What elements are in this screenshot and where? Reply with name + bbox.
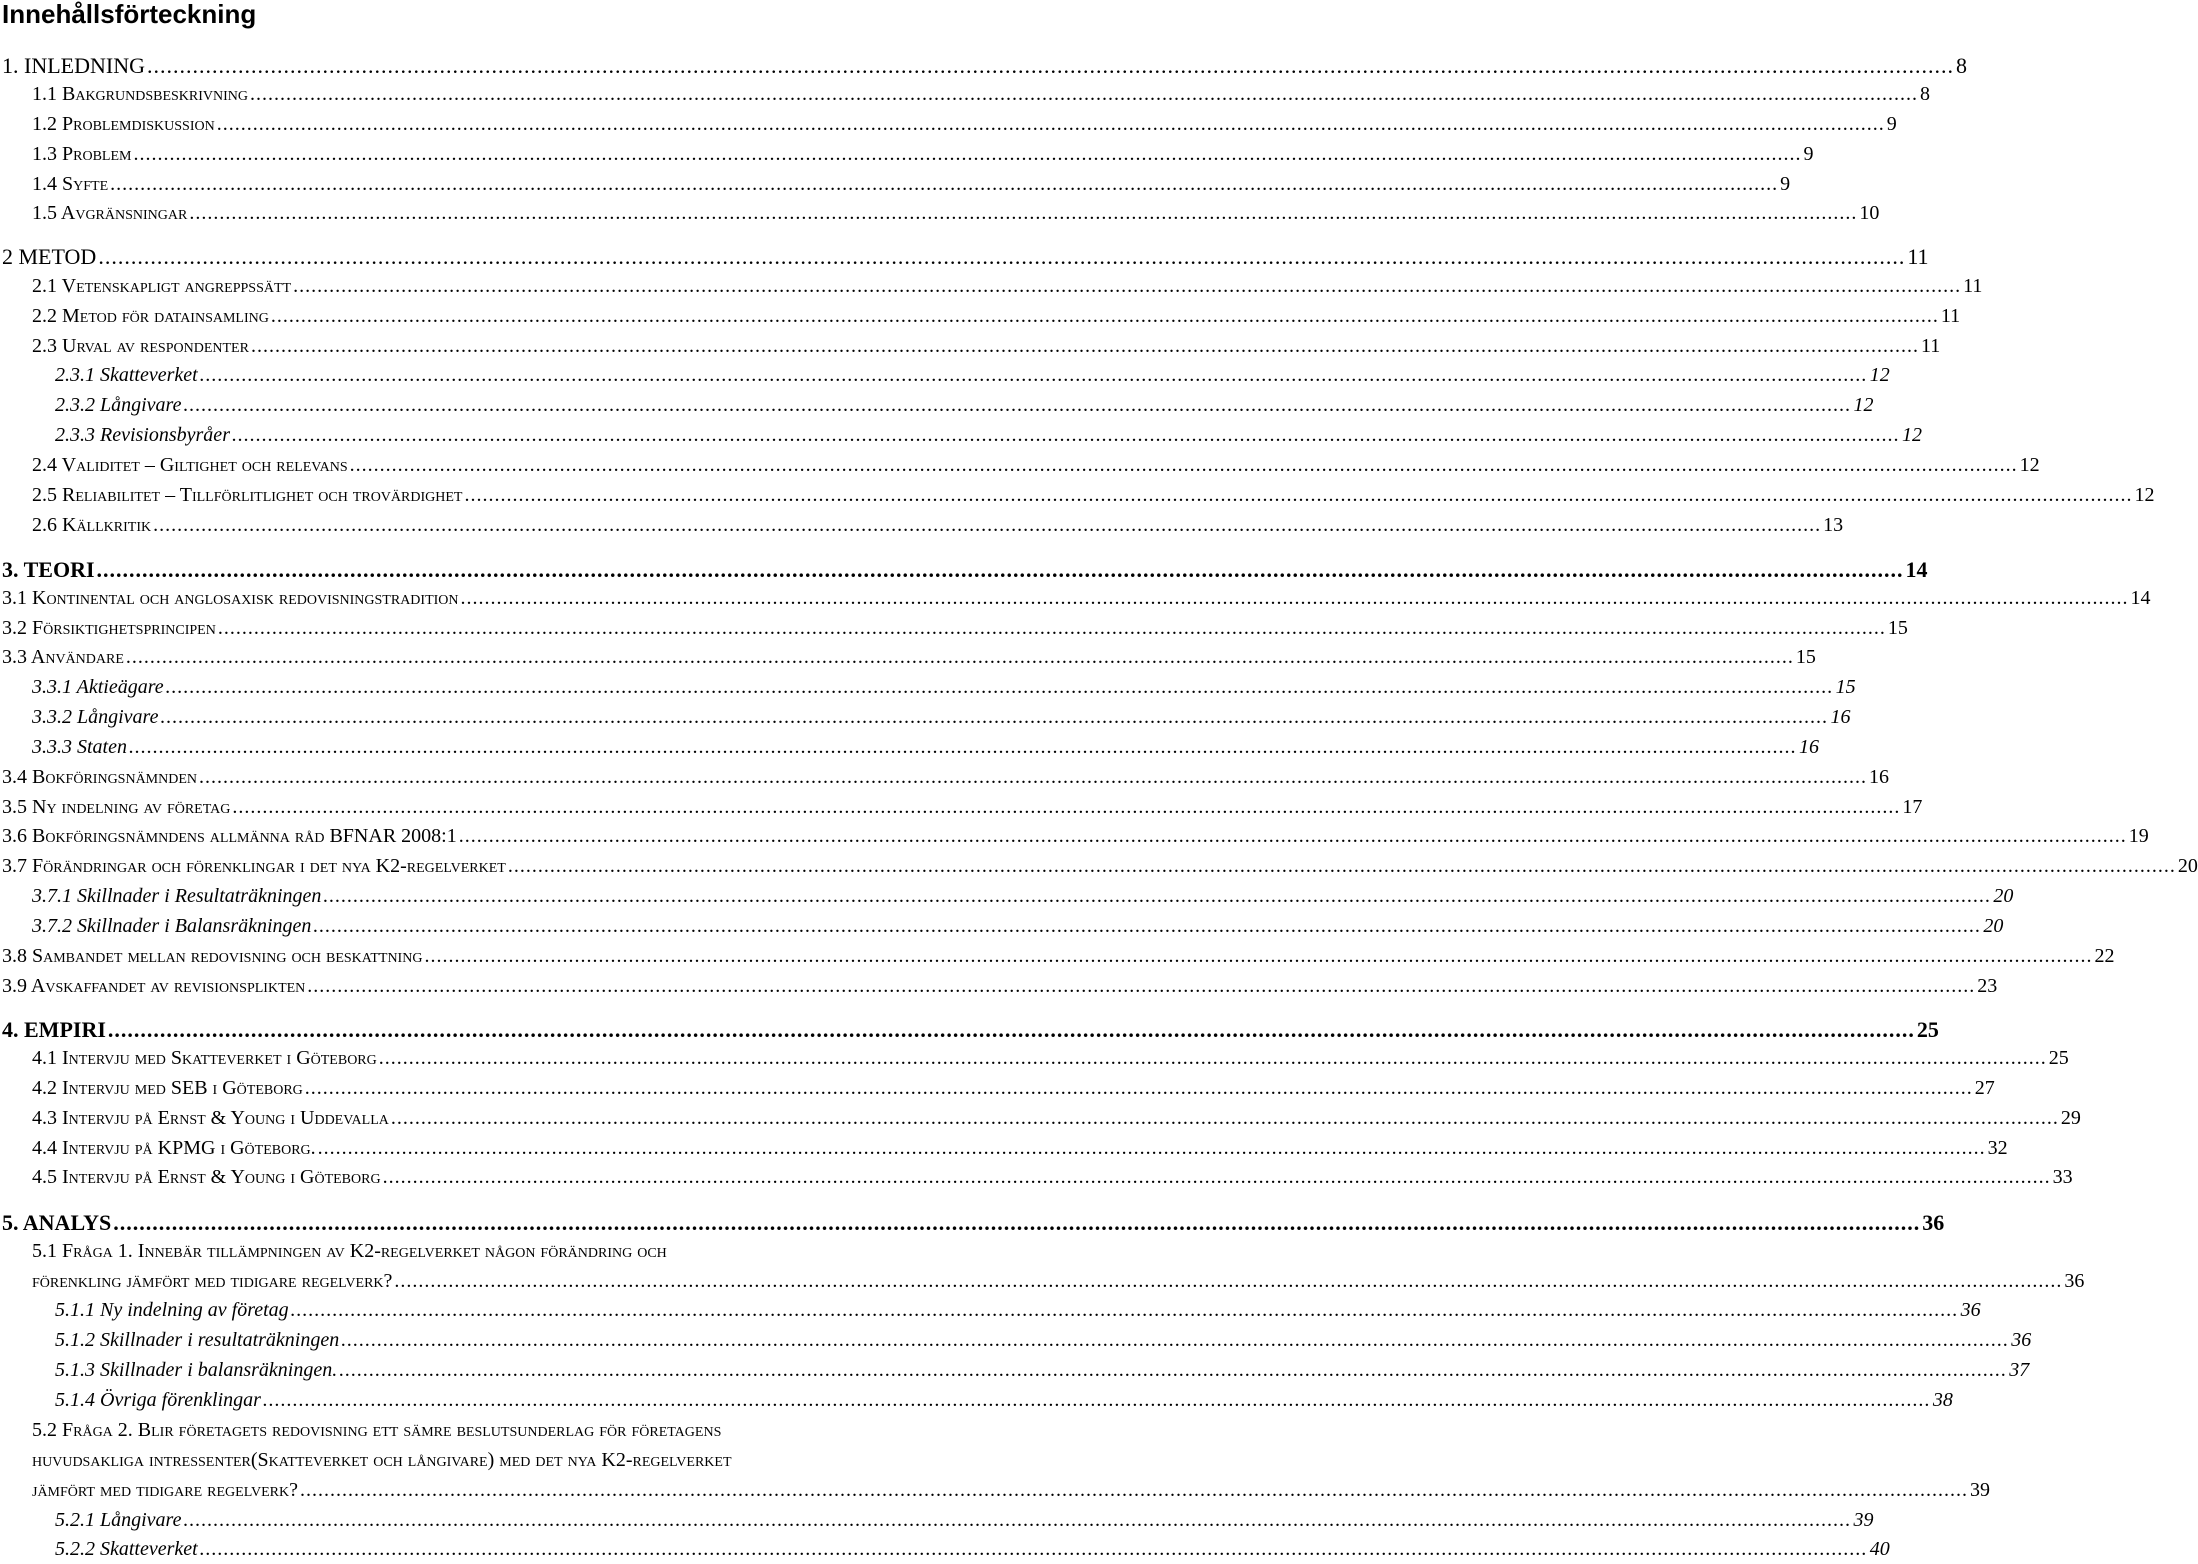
toc-entry[interactable] [0,1270,2085,1293]
toc-entry[interactable] [0,587,2151,610]
toc-entry-label: jämfört med tidigare regelverk? [32,1479,298,1501]
toc-entry-label: 4. EMPIRI [2,1017,106,1042]
dot-leader [216,617,1888,640]
toc-entry[interactable] [0,1107,2081,1130]
toc-entry-page: 40 [1869,1538,1890,1560]
toc-entry-page: 14 [2130,587,2151,609]
toc-entry-label: 2.2 Metod för datainsamling [32,305,269,327]
toc-entry-label: 3.8 Sambandet mellan redovisning och beskattning [2,945,423,967]
toc-entry-page: 25 [2048,1047,2069,1069]
toc-entry-page: 20 [1993,885,2014,907]
toc-entry-page: 14 [1905,557,1928,582]
toc-entry[interactable] [0,796,1923,819]
toc-entry[interactable] [0,945,2115,968]
dot-leader [348,454,2020,477]
dot-leader [131,143,1803,166]
toc-entry-label: 3.5 Ny indelning av företag [2,796,231,818]
toc-entry-label: 3. TEORI [2,557,95,582]
toc-entry-page: 8 [1955,53,1967,78]
toc-entry-page: 12 [2019,454,2040,476]
toc-entry[interactable] [0,676,1856,699]
toc-entry[interactable] [0,394,1874,417]
toc-entry[interactable] [0,364,1890,387]
toc-entry-label: 4.4 Intervju på KPMG i Göteborg. [32,1137,316,1159]
toc-title: Innehållsförteckning [2,0,257,29]
toc-entry-page: 16 [1869,766,1890,788]
dot-leader [289,1299,1961,1322]
toc-entry-page: 9 [1803,143,1814,165]
dot-leader [303,1077,1975,1100]
toc-entry-label: 3.1 Kontinental och anglosaxisk redovisningstradition [2,587,459,609]
dot-leader [298,1479,1970,1502]
dot-leader [305,975,1977,998]
toc-entry[interactable] [0,244,1929,270]
toc-entry[interactable] [0,454,2040,477]
toc-entry-page: 12 [2134,484,2155,506]
toc-entry-page: 15 [1887,617,1908,639]
dot-leader [198,364,1870,387]
toc-entry-label: 3.3.1 Aktieägare [32,676,164,698]
dot-leader [215,113,1887,136]
toc-entry-label: 3.3.3 Staten [32,736,127,758]
toc-entry-label: 5.1.1 Ny indelning av företag [55,1299,289,1321]
toc-entry-page: 11 [1963,275,1983,297]
dot-leader [108,173,1780,196]
toc-entry[interactable] [0,335,1941,358]
toc-entry-label: förenkling jämfört med tidigare regelverk? [32,1270,393,1292]
dot-leader [321,885,1993,908]
toc-entry[interactable] [0,1047,2069,1070]
toc-entry-label: 1.5 Avgränsningar [32,202,188,224]
toc-entry-page: 39 [1969,1479,1990,1501]
toc-entry-label: 2.1 Vetenskapligt angreppssätt [32,275,292,297]
toc-entry-page: 11 [1907,244,1929,269]
toc-entry[interactable] [0,53,1967,79]
toc-entry-page: 9 [1780,173,1791,195]
toc-entry[interactable] [0,514,1844,537]
toc-entry-page: 37 [2009,1359,2030,1381]
toc-entry[interactable] [0,855,2198,878]
toc-entry[interactable] [0,83,1931,106]
toc-entry-page: 17 [1902,796,1923,818]
toc-entry-page: 11 [1940,305,1961,327]
toc-entry[interactable] [0,1299,1981,1322]
dot-leader [95,557,1906,583]
toc-entry[interactable] [0,617,1908,640]
toc-entry[interactable] [0,1359,2030,1382]
toc-entry-label: 4.1 Intervju med Skatteverket i Göteborg [32,1047,377,1069]
toc-entry[interactable] [0,1538,1890,1561]
toc-entry[interactable] [0,143,1814,166]
toc-entry-label: 2.4 Validitet – Giltighet och relevans [32,454,348,476]
dot-leader [158,706,1830,729]
dot-leader [389,1107,2061,1130]
dot-leader [181,1509,1853,1532]
toc-entry-page: 36 [1960,1299,1981,1321]
toc-entry-page: 22 [2094,945,2115,967]
toc-entry[interactable] [0,766,1890,789]
toc-entry-label: 2.6 Källkritik [32,514,152,536]
toc-entry-page: 12 [1853,394,1874,416]
toc-entry[interactable] [0,275,1983,298]
dot-leader [422,945,2094,968]
toc-entry-page: 29 [2060,1107,2081,1129]
toc-entry[interactable] [0,885,2014,908]
dot-leader [181,394,1853,417]
toc-entry-label: 1. INLEDNING [2,53,145,78]
toc-entry-page: 16 [1830,706,1851,728]
toc-entry-label: 4.2 Intervju med SEB i Göteborg [32,1077,303,1099]
toc-entry[interactable] [0,1077,1995,1100]
toc-entry-label: 2.3 Urval av respondenter [32,335,249,357]
dot-leader [392,1270,2064,1293]
toc-entry-page: 16 [1799,736,1819,758]
toc-entry-label: 5. ANALYS [2,1210,112,1235]
toc-entry-label: 5.2.1 Långivare [55,1509,182,1531]
toc-entry[interactable] [0,646,1816,669]
toc-entry-page: 38 [1932,1389,1953,1411]
toc-entry-line[interactable]: huvudsakliga intressenter(Skatteverket och långivare) med det nya K2-regelverket [32,1449,732,1471]
toc-entry-page: 20 [1983,915,2004,937]
dot-leader [198,1538,1870,1561]
toc-entry[interactable] [0,1210,1945,1236]
dot-leader [151,514,1823,537]
toc-entry[interactable] [0,1137,2008,1160]
toc-entry-page: 15 [1795,646,1816,668]
toc-entry[interactable] [0,557,1928,583]
toc-entry-page: 39 [1853,1509,1874,1531]
toc-entry-page: 25 [1916,1017,1939,1042]
toc-entry[interactable] [0,736,1819,759]
toc-entry-page: 36 [2011,1329,2032,1351]
dot-leader [261,1389,1933,1412]
dot-leader [269,305,1941,328]
toc-entry[interactable] [0,202,1880,225]
toc-entry-label: 5.2.2 Skatteverket [55,1538,198,1560]
toc-entry-label: 1.4 Syfte [32,173,109,195]
dot-leader [248,83,1920,106]
toc-entry[interactable] [0,706,1851,729]
toc-entry-label: 3.6 Bokföringsnämndens allmänna råd BFNAR 2008:1 [2,825,457,847]
toc-entry-label: 3.3 Användare [2,646,124,668]
dot-leader [106,1017,1917,1043]
toc-entry-label: 2.3.2 Långivare [55,394,182,416]
toc-entry-label: 3.3.2 Långivare [32,706,159,728]
toc-entry[interactable] [0,825,2149,848]
toc-entry-label: 2.5 Reliabilitet – Tillförlitlighet och trovärdighet [32,484,463,506]
dot-leader [316,1137,1988,1160]
toc-entry-page: 12 [1901,424,1922,446]
toc-entry[interactable] [0,1329,2032,1352]
toc-entry-line[interactable]: 5.2 Fråga 2. Blir företagets redovisning ett sämre beslutsunderlag för företagens [32,1419,722,1441]
toc-entry-label: 3.9 Avskaffandet av revisionsplikten [2,975,306,997]
toc-entry-label: 3.4 Bokföringsnämnden [2,766,198,788]
toc-entry-label: 1.3 Problem [32,143,132,165]
dot-leader [197,766,1869,789]
toc-entry-page: 13 [1823,514,1844,536]
toc-entry[interactable] [0,305,1961,328]
toc-entry-label: 2.3.3 Revisionsbyråer [55,424,230,446]
dot-leader [164,676,1836,699]
toc-entry-page: 33 [2052,1166,2073,1188]
toc-entry-page: 15 [1835,676,1856,698]
toc-entry-label: 1.1 Bakgrundsbeskrivning [32,83,249,105]
toc-entry-label: 3.7 Förändringar och förenklingar i det nya K2-regelverket [2,855,506,877]
toc-entry-page: 36 [2064,1270,2085,1292]
toc-entry-page: 23 [1977,975,1998,997]
dot-leader [377,1047,2049,1070]
toc-entry-label: 1.2 Problemdiskussion [32,113,215,135]
dot-leader [459,587,2131,610]
toc-entry[interactable] [0,1389,1953,1412]
dot-leader [111,1210,1922,1236]
toc-entry-label: 5.1.3 Skillnader i balansräkningen. [55,1359,338,1381]
toc-entry-page: 10 [1859,202,1880,224]
toc-entry[interactable] [0,1166,2073,1189]
dot-leader [230,796,1902,819]
toc-entry[interactable] [0,173,1791,196]
dot-leader [96,244,1907,270]
toc-entry[interactable] [0,915,2004,938]
dot-leader [127,736,1799,759]
toc-entry[interactable] [0,113,1897,136]
toc-entry-label: 3.7.2 Skillnader i Balansräkningen [32,915,312,937]
toc-entry[interactable] [0,1479,1990,1502]
toc-entry[interactable] [0,484,2155,507]
toc-entry-page: 8 [1920,83,1931,105]
dot-leader [291,275,1963,298]
dot-leader [462,484,2134,507]
toc-entry-label: 5.1.2 Skillnader i resultaträkningen [55,1329,340,1351]
dot-leader [311,915,1983,938]
toc-entry-page: 9 [1886,113,1897,135]
toc-entry[interactable] [0,424,1922,447]
dot-leader [337,1359,2009,1382]
dot-leader [249,335,1921,358]
dot-leader [187,202,1859,225]
dot-leader [506,855,2178,878]
dot-leader [124,646,1796,669]
toc-entry-page: 12 [1869,364,1890,386]
toc-entry-page: 19 [2128,825,2149,847]
toc-entry-label: 3.7.1 Skillnader i Resultaträkningen [32,885,322,907]
toc-entry-page: 36 [1922,1210,1945,1235]
toc-entry-page: 27 [1974,1077,1995,1099]
toc-entry-label: 2.3.1 Skatteverket [55,364,198,386]
toc-entry-label: 4.3 Intervju på Ernst & Young i Uddevalla [32,1107,389,1129]
toc-entry[interactable] [0,975,1998,998]
toc-entry-page: 20 [2177,855,2198,877]
dot-leader [230,424,1902,447]
toc-entry-line[interactable]: 5.1 Fråga 1. Innebär tillämpningen av K2-regelverket någon förändring och [32,1240,667,1262]
toc-entry[interactable] [0,1509,1874,1532]
toc-entry[interactable] [0,1017,1939,1043]
dot-leader [145,53,1956,79]
dot-leader [339,1329,2011,1352]
toc-entry-label: 3.2 Försiktighetsprincipen [2,617,216,639]
dot-leader [457,825,2129,848]
toc-entry-label: 2 METOD [2,244,97,269]
toc-entry-page: 32 [1987,1137,2008,1159]
dot-leader [381,1166,2053,1189]
toc-entry-label: 5.1.4 Övriga förenklingar [55,1389,261,1411]
toc-entry-page: 11 [1920,335,1941,357]
toc-entry-label: 4.5 Intervju på Ernst & Young i Göteborg [32,1166,381,1188]
